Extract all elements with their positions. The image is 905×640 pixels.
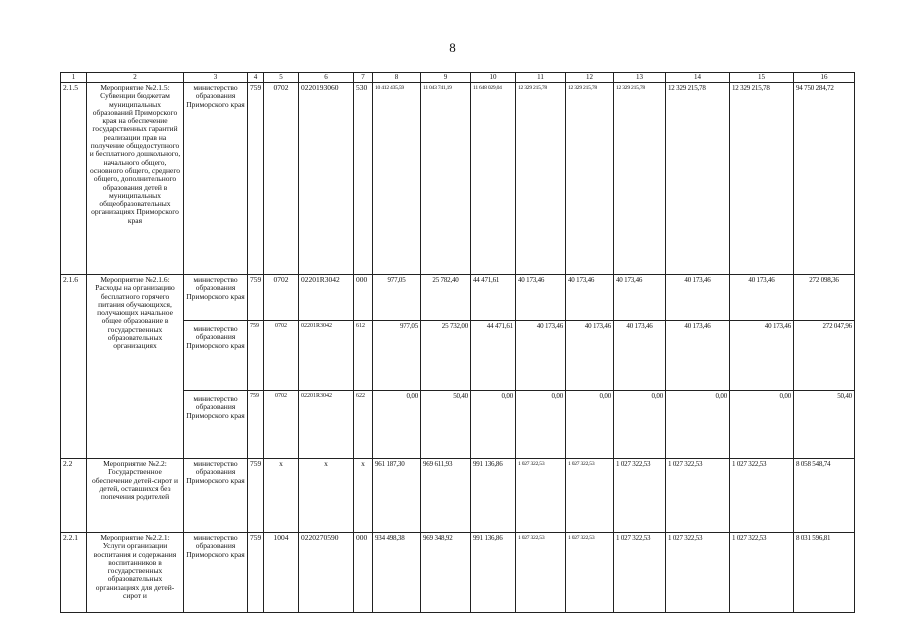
value-cell: 11 648 029,04	[471, 83, 516, 275]
rzpr-code: 0702	[264, 391, 299, 459]
col-header: 4	[248, 73, 264, 83]
measure-name: Мероприятие №2.2: Государственное обеспечение детей-сирот и детей, оставшихся без попечения родителей	[87, 459, 184, 533]
csr-code: 02201R3042	[299, 275, 354, 321]
grbs-code: 759	[248, 83, 264, 275]
value-cell: 12 329 215,78	[516, 83, 566, 275]
value-cell: 1 027 322,53	[566, 533, 614, 613]
value-cell: 12 329 215,78	[566, 83, 614, 275]
rzpr-code: 0702	[264, 275, 299, 321]
page-number: 8	[449, 40, 456, 55]
executor: министерство образования Приморского края	[184, 83, 248, 275]
executor: министерство образования Приморского края	[184, 275, 248, 321]
value-cell: 1 027 322,53	[730, 459, 794, 533]
table-row	[61, 275, 855, 321]
header-row	[61, 73, 855, 83]
value-cell: 44 471,61	[471, 321, 516, 391]
row-number: 2.2.1	[61, 533, 87, 613]
value-cell: 40 173,46	[516, 321, 566, 391]
value-cell: 40 173,46	[566, 321, 614, 391]
executor: министерство образования Приморского края	[184, 391, 248, 459]
value-cell: 1 027 322,53	[614, 533, 666, 613]
value-cell: 25 732,00	[421, 321, 471, 391]
value-cell: 40 173,46	[614, 321, 666, 391]
value-cell: 8 031 596,81	[794, 533, 855, 613]
value-cell: 1 027 322,53	[666, 459, 730, 533]
value-cell: 11 043 741,19	[421, 83, 471, 275]
value-cell: 40 173,46	[666, 275, 730, 321]
value-cell: 94 750 284,72	[794, 83, 855, 275]
rzpr-code: х	[264, 459, 299, 533]
value-cell: 1 027 322,53	[614, 459, 666, 533]
measure-name: Мероприятие №2.1.5: Субвенции бюджетам муниципальных образований Приморского края на обеспечение государственных гарантий реализации прав на получение общедоступного и бесплатного дошкольного, начального общего, основного общего, среднего общего, дополнительного образования детей в муниципальных общеобразовательных организациях Приморского края	[87, 83, 184, 275]
value-cell: 0,00	[566, 391, 614, 459]
rzpr-code: 1004	[264, 533, 299, 613]
value-cell: 10 412 435,59	[373, 83, 421, 275]
value-cell: 8 058 548,74	[794, 459, 855, 533]
table-row	[61, 83, 855, 275]
col-header: 11	[516, 73, 566, 83]
vr-code: 622	[354, 391, 373, 459]
row-number: 2.2	[61, 459, 87, 533]
value-cell: 272 098,36	[794, 275, 855, 321]
grbs-code: 759	[248, 321, 264, 391]
csr-code: 02201R3042	[299, 391, 354, 459]
col-header: 15	[730, 73, 794, 83]
grbs-code: 759	[248, 275, 264, 321]
vr-code: 000	[354, 533, 373, 613]
value-cell: 40 173,46	[666, 321, 730, 391]
budget-table	[60, 72, 855, 613]
table-row	[61, 533, 855, 613]
csr-code: 0220193060	[299, 83, 354, 275]
rzpr-code: 0702	[264, 83, 299, 275]
col-header: 1	[61, 73, 87, 83]
value-cell: 991 136,86	[471, 533, 516, 613]
csr-code: 02201R3042	[299, 321, 354, 391]
value-cell: 934 498,38	[373, 533, 421, 613]
value-cell: 0,00	[666, 391, 730, 459]
value-cell: 40 173,46	[730, 321, 794, 391]
executor: министерство образования Приморского края	[184, 533, 248, 613]
value-cell: 1 027 322,53	[730, 533, 794, 613]
col-header: 2	[87, 73, 184, 83]
grbs-code: 759	[248, 391, 264, 459]
value-cell: 12 329 215,78	[614, 83, 666, 275]
value-cell: 40 173,46	[566, 275, 614, 321]
col-header: 5	[264, 73, 299, 83]
rzpr-code: 0702	[264, 321, 299, 391]
executor: министерство образования Приморского края	[184, 459, 248, 533]
value-cell: 977,05	[373, 275, 421, 321]
value-cell: 0,00	[373, 391, 421, 459]
value-cell: 12 329 215,78	[666, 83, 730, 275]
csr-code: 0220270590	[299, 533, 354, 613]
value-cell: 25 782,40	[421, 275, 471, 321]
value-cell: 991 136,86	[471, 459, 516, 533]
value-cell: 40 173,46	[516, 275, 566, 321]
value-cell: 1 027 322,53	[516, 459, 566, 533]
measure-name: Мероприятие №2.1.6: Расходы на организацию бесплатного горячего питания обучающихся, получающих начальное общее образование в государственных образовательных организациях	[87, 275, 184, 459]
col-header: 10	[471, 73, 516, 83]
value-cell: 40 173,46	[614, 275, 666, 321]
grbs-code: 759	[248, 533, 264, 613]
value-cell: 961 187,30	[373, 459, 421, 533]
value-cell: 50,40	[421, 391, 471, 459]
value-cell: 0,00	[516, 391, 566, 459]
value-cell: 272 047,96	[794, 321, 855, 391]
table-row	[61, 459, 855, 533]
value-cell: 0,00	[614, 391, 666, 459]
value-cell: 1 027 322,53	[516, 533, 566, 613]
col-header: 16	[794, 73, 855, 83]
value-cell: 50,40	[794, 391, 855, 459]
value-cell: 40 173,46	[730, 275, 794, 321]
vr-code: х	[354, 459, 373, 533]
executor: министерство образования Приморского края	[184, 321, 248, 391]
col-header: 12	[566, 73, 614, 83]
value-cell: 0,00	[730, 391, 794, 459]
vr-code: 612	[354, 321, 373, 391]
value-cell: 977,05	[373, 321, 421, 391]
value-cell: 1 027 322,53	[666, 533, 730, 613]
csr-code: х	[299, 459, 354, 533]
value-cell: 12 329 215,78	[730, 83, 794, 275]
vr-code: 000	[354, 275, 373, 321]
row-number: 2.1.5	[61, 83, 87, 275]
value-cell: 44 471,61	[471, 275, 516, 321]
col-header: 9	[421, 73, 471, 83]
vr-code: 530	[354, 83, 373, 275]
col-header: 6	[299, 73, 354, 83]
col-header: 7	[354, 73, 373, 83]
col-header: 14	[666, 73, 730, 83]
col-header: 13	[614, 73, 666, 83]
row-number: 2.1.6	[61, 275, 87, 459]
value-cell: 969 611,93	[421, 459, 471, 533]
value-cell: 1 027 322,53	[566, 459, 614, 533]
col-header: 3	[184, 73, 248, 83]
grbs-code: 759	[248, 459, 264, 533]
value-cell: 0,00	[471, 391, 516, 459]
col-header: 8	[373, 73, 421, 83]
measure-name: Мероприятие №2.2.1: Услуги организации воспитания и содержания воспитанников в государственных образовательных организациях для детей-сирот и	[87, 533, 184, 613]
value-cell: 969 348,92	[421, 533, 471, 613]
